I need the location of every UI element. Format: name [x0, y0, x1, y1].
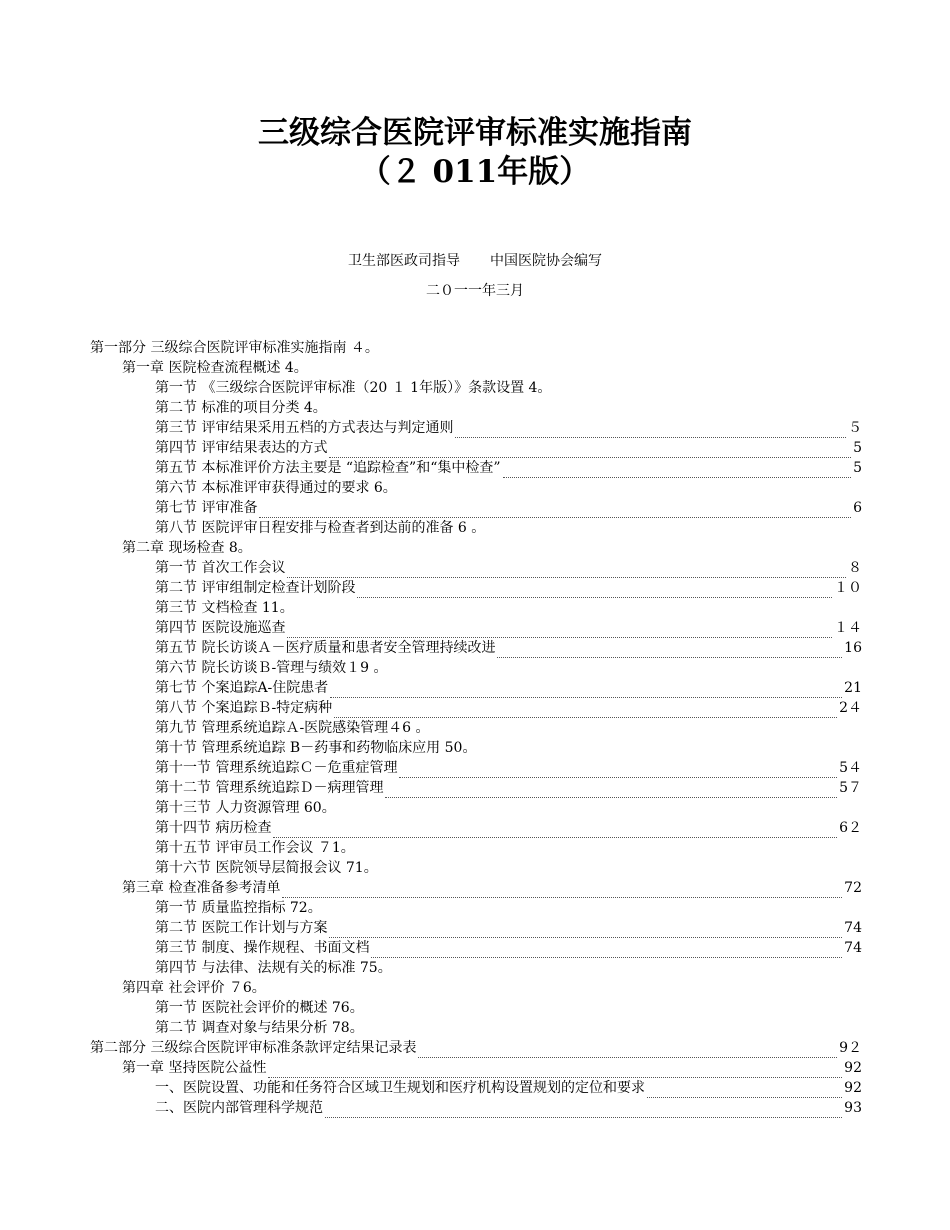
toc-entry[interactable] — [122, 538, 252, 558]
toc-entry[interactable] — [155, 858, 378, 878]
toc-entry[interactable] — [90, 338, 379, 358]
toc-leader-dots — [287, 562, 846, 578]
compiler-text: 中国医院协会编写 — [490, 253, 602, 269]
toc-entry-label: 第二节 调查对象与结果分析 78。 — [155, 1020, 364, 1036]
toc-entry[interactable] — [155, 618, 862, 638]
toc-entry-label: 第一部分 三级综合医院评审标准实施指南 ４。 — [90, 340, 379, 356]
toc-entry-label: 第五节 本标准评价方法主要是 “追踪检查”和“集中检查” — [155, 460, 501, 476]
publication-date: 二０一一年三月 — [426, 283, 524, 299]
toc-page-number: 6２ — [839, 820, 862, 836]
toc-page-number: 93 — [844, 1100, 862, 1116]
toc-entry-label: 第四节 医院设施巡查 — [155, 620, 286, 636]
toc-leader-dots — [334, 702, 837, 718]
toc-page-number: 5４ — [839, 760, 862, 776]
toc-page-number: 74 — [844, 940, 862, 956]
toc-leader-dots — [647, 1082, 842, 1098]
toc-page-number: 72 — [844, 880, 862, 896]
toc-entry-label: 第四节 与法律、法规有关的标准 75。 — [155, 960, 392, 976]
toc-leader-dots — [455, 422, 846, 438]
toc-entry-label: 第七节 个案追踪A-住院患者 — [155, 680, 329, 696]
toc-entry[interactable] — [122, 1058, 862, 1078]
toc-entry-label: 第十四节 病历检查 — [155, 820, 272, 836]
toc-entry[interactable] — [155, 378, 551, 398]
toc-leader-dots — [497, 642, 842, 658]
toc-entry-label: 第十节 管理系统追踪 B－药事和药物临床应用 50。 — [155, 740, 477, 756]
toc-entry[interactable] — [155, 798, 336, 818]
toc-page-number: 5７ — [839, 780, 862, 796]
guidance-text: 卫生部医政司指导 — [348, 253, 460, 269]
toc-entry[interactable] — [155, 478, 397, 498]
toc-entry-label: 第九节 管理系统追踪Ａ-医院感染管理４6 。 — [155, 720, 430, 736]
toc-entry-label: 第一节 质量监控指标 72。 — [155, 900, 322, 916]
toc-leader-dots — [268, 1062, 842, 1078]
toc-entry[interactable] — [122, 978, 266, 998]
toc-entry[interactable] — [122, 878, 862, 898]
toc-entry-label: 第四节 评审结果表达的方式 — [155, 440, 328, 456]
toc-entry[interactable] — [155, 418, 862, 438]
toc-entry[interactable] — [155, 1018, 364, 1038]
toc-leader-dots — [329, 442, 851, 458]
toc-entry[interactable] — [155, 738, 476, 758]
toc-entry[interactable] — [90, 1038, 862, 1058]
toc-leader-dots — [287, 622, 832, 638]
toc-entry[interactable] — [155, 938, 862, 958]
toc-entry-label: 一、医院设置、功能和任务符合区域卫生规划和医疗机构设置规划的定位和要求 — [155, 1080, 645, 1096]
toc-page-number: 9２ — [839, 1040, 862, 1056]
toc-entry[interactable] — [155, 598, 294, 618]
toc-entry[interactable] — [155, 1098, 862, 1118]
toc-entry[interactable] — [155, 818, 862, 838]
toc-entry-label: 第一章 坚持医院公益性 — [122, 1060, 267, 1076]
toc-entry-label: 第七节 评审准备 — [155, 500, 258, 516]
toc-entry-label: 第一节 首次工作会议 — [155, 560, 286, 576]
authorship-line — [0, 252, 950, 270]
toc-entry[interactable] — [155, 698, 862, 718]
toc-leader-dots — [329, 922, 842, 938]
toc-entry-label: 第二部分 三级综合医院评审标准条款评定结果记录表 — [90, 1040, 417, 1056]
toc-entry-label: 第八节 个案追踪Ｂ-特定病种 — [155, 700, 333, 716]
toc-entry[interactable] — [155, 558, 862, 578]
toc-entry-label: 第二节 评审组制定检查计划阶段 — [155, 580, 356, 596]
toc-entry-label: 第十六节 医院领导层简报会议 71。 — [155, 860, 378, 876]
toc-entry[interactable] — [155, 498, 862, 518]
toc-page-number: １０ — [834, 580, 862, 596]
document-title: 三级综合医院评审标准实施指南 — [258, 115, 692, 151]
toc-leader-dots — [385, 782, 837, 798]
toc-leader-dots — [259, 502, 851, 518]
toc-page-number: 6 — [853, 500, 862, 516]
toc-entry[interactable] — [155, 918, 862, 938]
toc-page-number: 74 — [844, 920, 862, 936]
toc-entry[interactable] — [155, 578, 862, 598]
toc-entry-label: 第十五节 评审员工作会议 ７1。 — [155, 840, 355, 856]
toc-entry[interactable] — [155, 778, 862, 798]
toc-entry-label: 第二章 现场检查 8。 — [122, 540, 252, 556]
toc-entry-label: 第二节 医院工作计划与方案 — [155, 920, 328, 936]
toc-entry-label: 第六节 院长访谈Ｂ-管理与绩效１9 。 — [155, 660, 388, 676]
toc-leader-dots — [357, 582, 832, 598]
toc-entry-label: 第五节 院长访谈Ａ－医疗质量和患者安全管理持续改进 — [155, 640, 496, 656]
toc-leader-dots — [282, 882, 842, 898]
toc-page-number: ８ — [848, 560, 862, 576]
toc-page-number: 21 — [844, 680, 862, 696]
toc-leader-dots — [399, 762, 837, 778]
toc-entry[interactable] — [155, 1078, 862, 1098]
toc-entry-label: 第二节 标准的项目分类 4。 — [155, 400, 327, 416]
toc-entry-label: 第一节 医院社会评价的概述 76。 — [155, 1000, 364, 1016]
toc-entry-label: 第一章 医院检查流程概述 4。 — [122, 360, 308, 376]
toc-entry-label: 第十二节 管理系统追踪Ｄ－病理管理 — [155, 780, 384, 796]
toc-entry-label: 第一节 《三级综合医院评审标准（20 １ 1年版）》条款设置 4。 — [155, 380, 552, 396]
toc-page-number: 92 — [844, 1060, 862, 1076]
toc-entry[interactable] — [155, 838, 355, 858]
toc-entry[interactable] — [155, 998, 364, 1018]
toc-leader-dots — [503, 462, 852, 478]
toc-entry[interactable] — [155, 678, 862, 698]
toc-entry[interactable] — [155, 638, 862, 658]
toc-entry[interactable] — [155, 438, 862, 458]
toc-page-number: 2４ — [839, 700, 862, 716]
toc-entry[interactable] — [155, 458, 862, 478]
toc-page-number: 92 — [844, 1080, 862, 1096]
toc-entry-label: 二、医院内部管理科学规范 — [155, 1100, 323, 1116]
toc-entry[interactable] — [155, 898, 322, 918]
toc-page-number: 16 — [844, 640, 862, 656]
toc-entry-label: 第三节 评审结果采用五档的方式表达与判定通则 — [155, 420, 454, 436]
toc-entry[interactable] — [122, 358, 308, 378]
toc-entry-label: 第十一节 管理系统追踪Ｃ－危重症管理 — [155, 760, 398, 776]
toc-page-number: 5 — [853, 460, 862, 476]
toc-entry[interactable] — [155, 518, 485, 538]
toc-entry-label: 第三章 检查准备参考清单 — [122, 880, 281, 896]
toc-entry-label: 第四章 社会评价 ７6。 — [122, 980, 266, 996]
toc-leader-dots — [371, 942, 842, 958]
toc-leader-dots — [325, 1102, 842, 1118]
toc-entry[interactable] — [155, 718, 430, 738]
toc-entry-label: 第三节 文档检查 11。 — [155, 600, 294, 616]
toc-leader-dots — [330, 682, 842, 698]
document-edition: （２ 011年版） — [359, 154, 591, 190]
toc-entry-label: 第八节 医院评审日程安排与检查者到达前的准备 6 。 — [155, 520, 486, 536]
toc-entry[interactable] — [155, 958, 392, 978]
toc-page-number: １４ — [834, 620, 862, 636]
toc-entry-label: 第十三节 人力资源管理 60。 — [155, 800, 336, 816]
toc-entry-label: 第三节 制度、操作规程、书面文档 — [155, 940, 370, 956]
toc-page-number: ５ — [848, 420, 862, 436]
toc-leader-dots — [418, 1042, 837, 1058]
toc-page-number: 5 — [853, 440, 862, 456]
toc-entry[interactable] — [155, 398, 327, 418]
toc-entry[interactable] — [155, 658, 388, 678]
toc-entry[interactable] — [155, 758, 862, 778]
toc-leader-dots — [273, 822, 837, 838]
toc-entry-label: 第六节 本标准评审获得通过的要求 6。 — [155, 480, 397, 496]
